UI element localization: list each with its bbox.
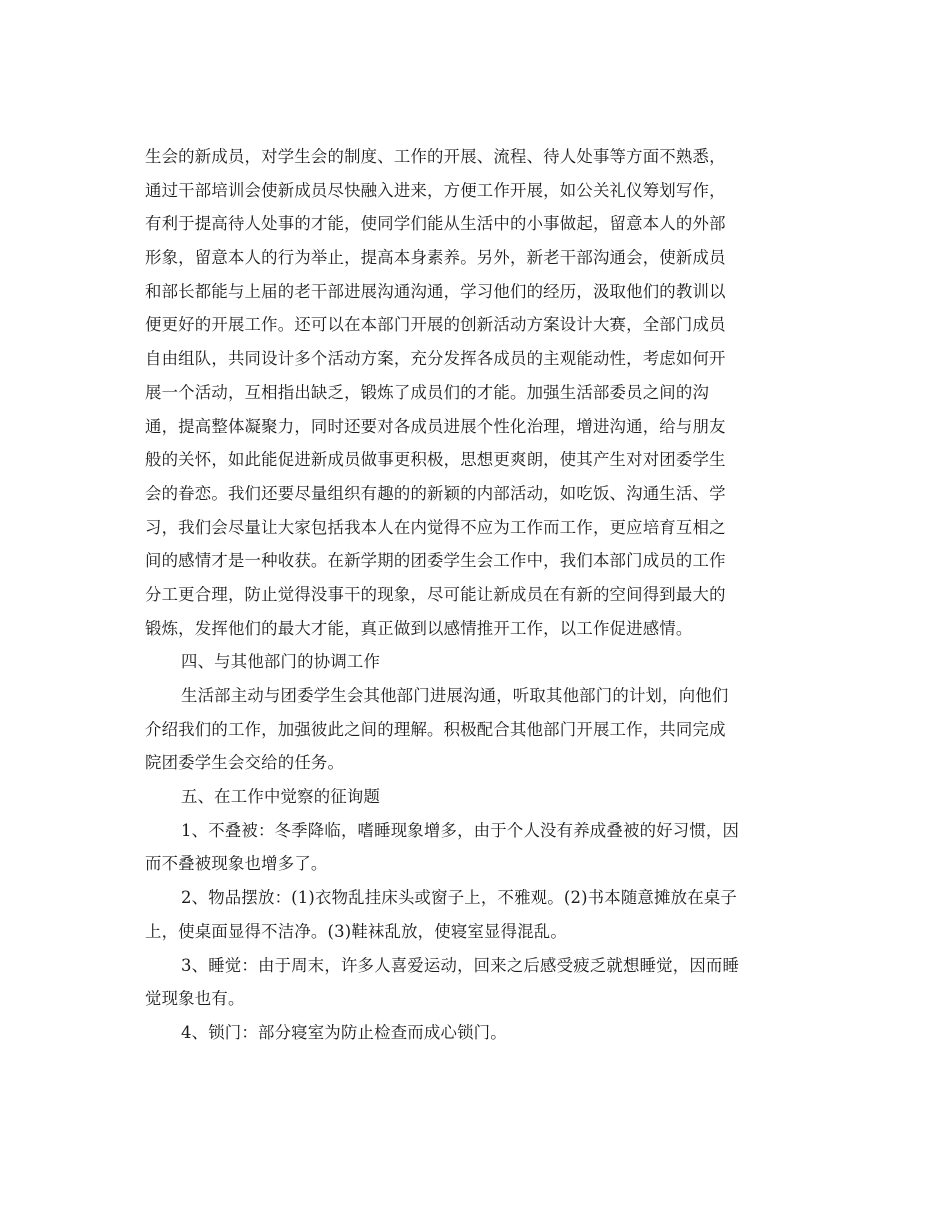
text-line: 间的感情才是一种收获。在新学期的团委学生会工作中，我们本部门成员的工作 [145,551,726,571]
text-line: 2、物品摆放：(1)衣物乱挂床头或窗子上，不雅观。(2)书本随意摊放在桌子 [181,888,737,908]
text-line: 习，我们会尽量让大家包括我本人在内觉得不应为工作而工作，更应培育互相之 [145,517,726,537]
text-line: 形象，留意本人的行为举止，提高本身素养。另外，新老干部沟通会，使新成员 [145,248,726,268]
text-line: 通过干部培训会使新成员尽快融入进来，方便工作开展，如公关礼仪筹划写作， [145,180,726,200]
text-line: 便更好的开展工作。还可以在本部门开展的创新活动方案设计大赛，全部门成员 [145,315,726,335]
text-line: 般的关怀，如此能促进新成员做事更积极，思想更爽朗，使其产生对对团委学生 [145,450,726,470]
text-line: 有利于提高待人处事的才能，使同学们能从生活中的小事做起，留意本人的外部 [145,214,726,234]
document-body [145,140,807,1050]
text-line: 4、锁门：部分寝室为防止检查而成心锁门。 [181,1022,507,1042]
text-line: 院团委学生会交给的任务。 [145,753,345,773]
text-line: 分工更合理，防止觉得没事干的现象，尽可能让新成员在有新的空间得到最大的 [145,584,726,604]
text-line: 自由组队，共同设计多个活动方案，充分发挥各成员的主观能动性，考虑如何开 [145,349,726,369]
text-line: 3、睡觉：由于周末，许多人喜爱运动，回来之后感受疲乏就想睡觉，因而睡 [181,955,740,975]
text-line: 上，使桌面显得不洁净。(3)鞋袜乱放，使寝室显得混乱。 [145,921,567,941]
text-line: 会的眷恋。我们还要尽量组织有趣的的新颖的内部活动，如吃饭、沟通生活、学 [145,483,726,503]
text-line: 生会的新成员，对学生会的制度、工作的开展、流程、待人处事等方面不熟悉， [145,147,726,166]
text-line: 五、在工作中觉察的征询题 [181,787,381,807]
text-line: 锻炼，发挥他们的最大才能，真正做到以感情推开工作，以工作促进感情。 [145,618,693,638]
text-line: 和部长都能与上届的老干部进展沟通沟通，学习他们的经历，汲取他们的教训以 [145,281,726,301]
text-line: 生活部主动与团委学生会其他部门进展沟通，听取其他部门的计划，向他们 [181,686,729,705]
text-line: 四、与其他部门的协调工作 [181,652,381,672]
text-line: 介绍我们的工作，加强彼此之间的理解。积极配合其他部门开展工作，共同完成 [145,719,726,739]
text-line: 1、不叠被：冬季降临，嗜睡现象增多，由于个人没有养成叠被的好习惯，因 [181,820,740,840]
text-line: 通，提高整体凝聚力，同时还要对各成员进展个性化治理，增进沟通，给与朋友 [145,416,726,436]
text-line: 展一个活动，互相指出缺乏，锻炼了成员们的才能。加强生活部委员之间的沟 [145,382,710,402]
text-line: 觉现象也有。 [145,989,245,1009]
text-line: 而不叠被现象也增多了。 [145,854,328,874]
